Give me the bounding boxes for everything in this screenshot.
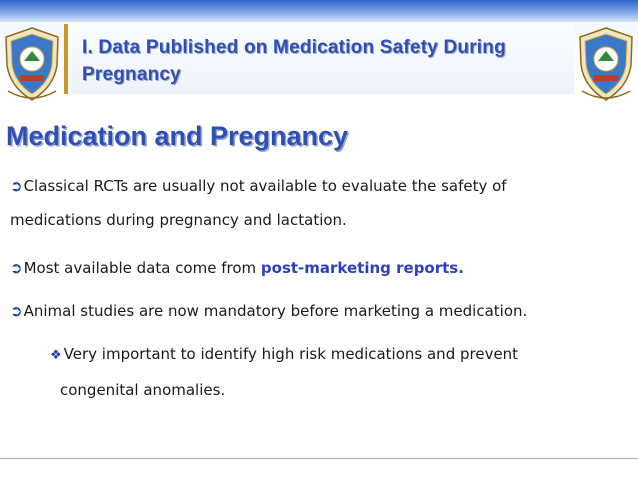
arrow-right-icon: ➲ — [10, 302, 23, 320]
emphasis-text: post-marketing reports. — [260, 259, 464, 277]
footer-divider — [0, 458, 638, 459]
arrow-right-icon: ➲ — [10, 259, 23, 277]
bullet-1-line-1: ➲Classical RCTs are usually not available to evaluate the safety of — [10, 177, 507, 195]
sub-bullet-line-2: congenital anomalies. — [60, 381, 226, 399]
slide-title: I. Data Published on Medication Safety During Pregnancy — [82, 37, 506, 85]
sub-bullet-line-1: ❖ Very important to identify high risk medications and prevent — [50, 345, 519, 363]
university-logo-right — [576, 25, 636, 103]
top-banner — [0, 0, 638, 22]
section-heading: Medication and Pregnancy — [6, 121, 349, 151]
arrow-right-icon: ➲ — [10, 177, 23, 195]
bullet-2: ➲Most available data come from post-marketing reports. — [10, 259, 464, 277]
bullet-1-line-2: medications during pregnancy and lactation. — [10, 211, 347, 229]
title-bar — [64, 24, 574, 94]
diamond-icon: ❖ — [50, 348, 62, 363]
bullet-3: ➲Animal studies are now mandatory before marketing a medication. — [10, 302, 528, 320]
university-logo-left — [2, 25, 62, 103]
